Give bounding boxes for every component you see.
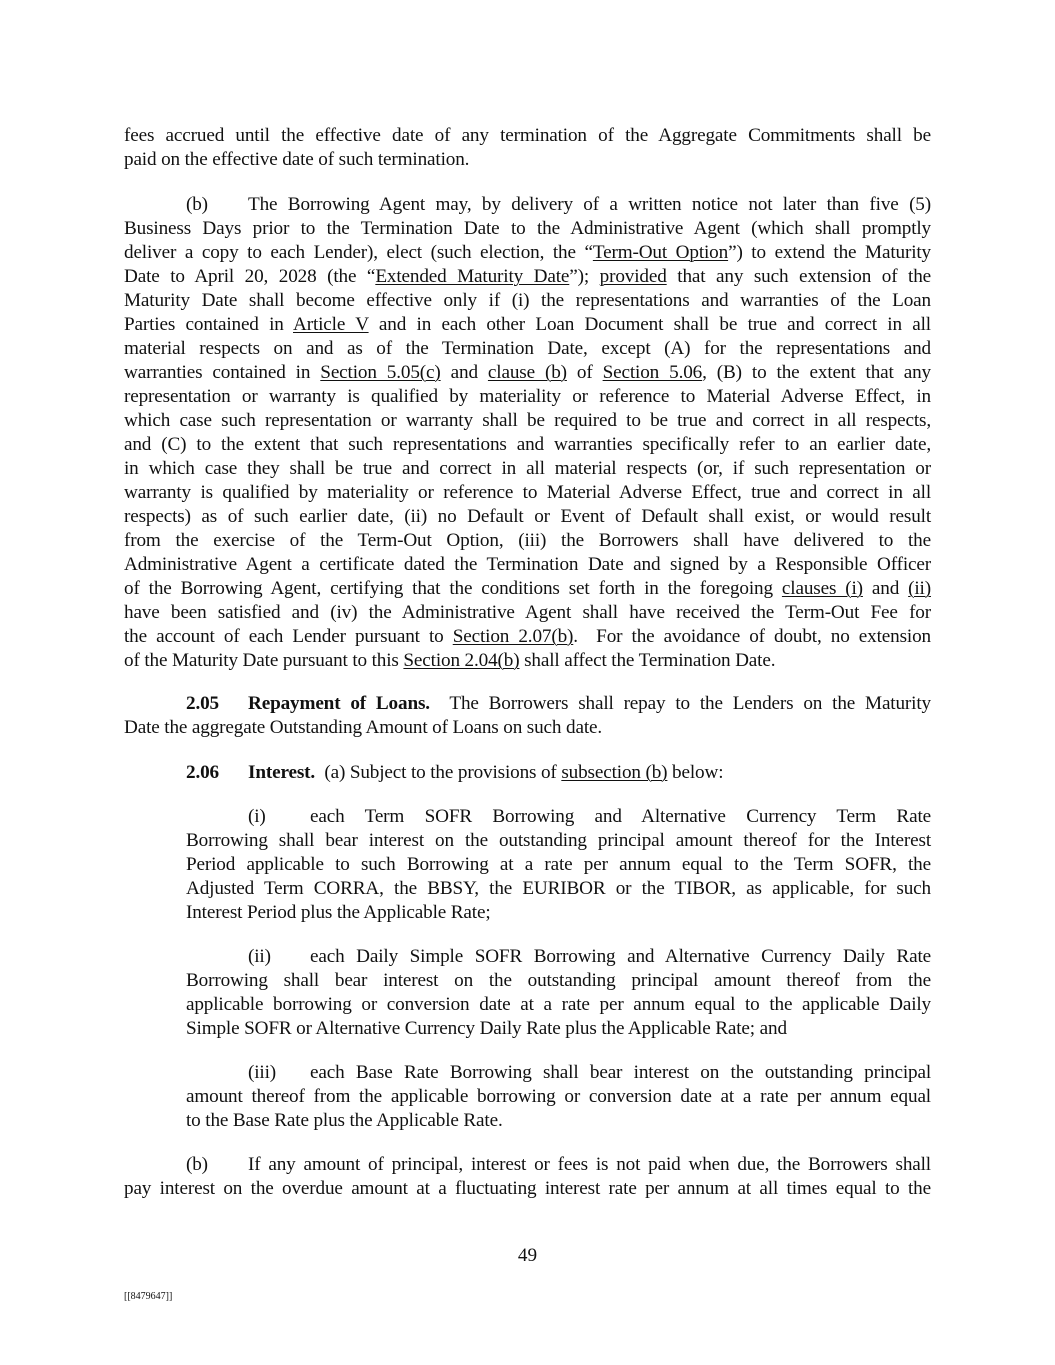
text: each Base Rate Borrowing shall bear interest on the outstanding principal: [310, 1062, 931, 1083]
defined-term-term-out-option: Term-Out Option: [592, 242, 729, 263]
paragraph-line: [124, 241, 931, 265]
text: ”);: [569, 266, 600, 287]
paragraph-line: amount thereof from the applicable borrowing or conversion date at a rate per annum equal: [186, 1086, 931, 1107]
paragraph-line: paid on the effective date of such termination.: [124, 149, 470, 170]
cross-reference-article-v: Article V: [293, 314, 369, 335]
cross-reference-section-5-06: Section 5.06: [602, 362, 703, 383]
paragraph-line: to the Base Rate plus the Applicable Rate.: [186, 1110, 503, 1131]
item-label: (i): [248, 806, 266, 827]
text: warranties contained in: [124, 362, 321, 383]
cross-reference-section-2-04-b: Section 2.04(b): [403, 650, 520, 671]
text: the account of each Lender pursuant to: [124, 626, 453, 647]
text: each Daily Simple SOFR Borrowing and Alternative Currency Daily Rate: [310, 946, 931, 967]
section-heading: Interest.: [248, 762, 316, 783]
text: (a) Subject to the provisions of: [315, 762, 562, 783]
paragraph-line: representation or warranty is qualified by materiality or reference to Material Adverse Effect, in: [124, 386, 931, 407]
cross-reference-clauses-i: clauses (i): [781, 578, 863, 599]
text: each Term SOFR Borrowing and Alternative Currency Term Rate: [310, 806, 931, 827]
paragraph-2-04-b-first-line: [186, 193, 931, 217]
paragraph-line: Administrative Agent a certificate dated the Termination Date and signed by a Responsible Officer: [124, 554, 931, 575]
paragraph-line: Simple SOFR or Alternative Currency Daily Rate plus the Applicable Rate; and: [186, 1018, 787, 1039]
section-heading: Repayment of Loans.: [248, 693, 430, 714]
text: The Borrowers shall repay to the Lenders on the Maturity: [429, 693, 931, 714]
section-2-05-heading-line: [186, 692, 931, 716]
paragraph-line: have been satisfied and (iv) the Administrative Agent shall have received the Term-Out Fee for: [124, 602, 931, 623]
text: . For the avoidance of doubt, no extension: [573, 626, 931, 647]
paragraph-line: pay interest on the overdue amount at a fluctuating interest rate per annum at all times equal to the: [124, 1178, 931, 1199]
text: , (B) to the extent that any: [702, 362, 931, 383]
paragraph-line: in which case they shall be true and correct in all material respects (or, if such representation or: [124, 458, 931, 479]
text: deliver a copy to each Lender), elect (such election, the “: [124, 242, 593, 263]
item-label: (ii): [248, 946, 271, 967]
paragraph-line: Date the aggregate Outstanding Amount of Loans on such date.: [124, 717, 603, 738]
paragraph-line: [124, 265, 931, 289]
cross-reference-section-2-07-b: Section 2.07(b): [452, 626, 574, 647]
paragraph-line: and (C) to the extent that such representations and warranties specifically refer to an earlier date,: [124, 434, 931, 455]
item-label: (iii): [248, 1062, 277, 1083]
text: of the Maturity Date pursuant to this: [124, 650, 404, 671]
text: Date to April 20, 2028 (the “: [124, 266, 376, 287]
page-number: 49: [517, 1245, 538, 1266]
paragraph-line: [124, 361, 931, 385]
text: and in each other Loan Document shall be true and correct in all: [368, 314, 931, 335]
text: ”) to extend the Maturity: [728, 242, 931, 263]
text: and: [862, 578, 909, 599]
text: Parties contained in: [124, 314, 293, 335]
section-number: 2.05: [186, 693, 219, 714]
text: and: [440, 362, 488, 383]
item-iii-first-line: [248, 1061, 931, 1085]
paragraph-line: Period applicable to such Borrowing at a rate per annum equal to the Term SOFR, the: [186, 854, 931, 875]
paragraph-line: Business Days prior to the Termination Date to the Administrative Agent (which shall promptly: [124, 218, 931, 239]
paragraph-line: Borrowing shall bear interest on the outstanding principal amount thereof for the Interest: [186, 830, 931, 851]
clause-label: (b): [186, 1154, 208, 1175]
paragraph-line: material respects on and as of the Termination Date, except (A) for the representations and: [124, 338, 931, 359]
paragraph-line: [124, 313, 931, 337]
document-id: [[8479647]]: [124, 1291, 173, 1302]
section-2-06-heading-line: [186, 761, 723, 785]
item-i-first-line: [248, 805, 931, 829]
item-ii-first-line: [248, 945, 931, 969]
paragraph-line: Borrowing shall bear interest on the outstanding principal amount thereof from the: [186, 970, 931, 991]
cross-reference-section-5-05-c: Section 5.05(c): [320, 362, 441, 383]
text: If any amount of principal, interest or fees is not paid when due, the Borrowers shall: [248, 1154, 931, 1175]
paragraph-line: [124, 649, 775, 673]
paragraph-line: fees accrued until the effective date of any termination of the Aggregate Commitments shall be: [124, 125, 931, 146]
clause-label: (b): [186, 194, 208, 215]
paragraph-line: from the exercise of the Term-Out Option, (iii) the Borrowers shall have delivered to the: [124, 530, 931, 551]
section-number: 2.06: [186, 762, 219, 783]
paragraph-line: Adjusted Term CORRA, the BBSY, the EURIBOR or the TIBOR, as applicable, for such: [186, 878, 931, 899]
text: that any such extension of the: [666, 266, 932, 287]
paragraph-line: [124, 625, 931, 649]
paragraph-line: applicable borrowing or conversion date at a rate per annum equal to the applicable Daily: [186, 994, 931, 1015]
cross-reference-subsection-b: subsection (b): [561, 762, 668, 783]
provided-term: provided: [599, 266, 667, 287]
text: of: [566, 362, 603, 383]
text: below:: [667, 762, 724, 783]
defined-term-extended-maturity-date: Extended Maturity Date: [375, 266, 570, 287]
text: The Borrowing Agent may, by delivery of a written notice not later than five (5): [248, 194, 931, 215]
paragraph-line: [124, 577, 931, 601]
paragraph-line: Interest Period plus the Applicable Rate;: [186, 902, 491, 923]
paragraph-line: Maturity Date shall become effective only if (i) the representations and warranties of the Loan: [124, 290, 931, 311]
cross-reference-clause-b: clause (b): [487, 362, 567, 383]
paragraph-line: which case such representation or warranty shall be required to be true and correct in all respects,: [124, 410, 931, 431]
cross-reference-clause-ii: (ii): [908, 578, 931, 599]
text: shall affect the Termination Date.: [519, 650, 776, 671]
paragraph-line: respects) as of such earlier date, (ii) no Default or Event of Default shall exist, or would result: [124, 506, 931, 527]
subsection-b-first-line: [186, 1153, 931, 1177]
text: of the Borrowing Agent, certifying that the conditions set forth in the foregoing: [124, 578, 782, 599]
paragraph-line: warranty is qualified by materiality or reference to Material Adverse Effect, true and correct in all: [124, 482, 931, 503]
